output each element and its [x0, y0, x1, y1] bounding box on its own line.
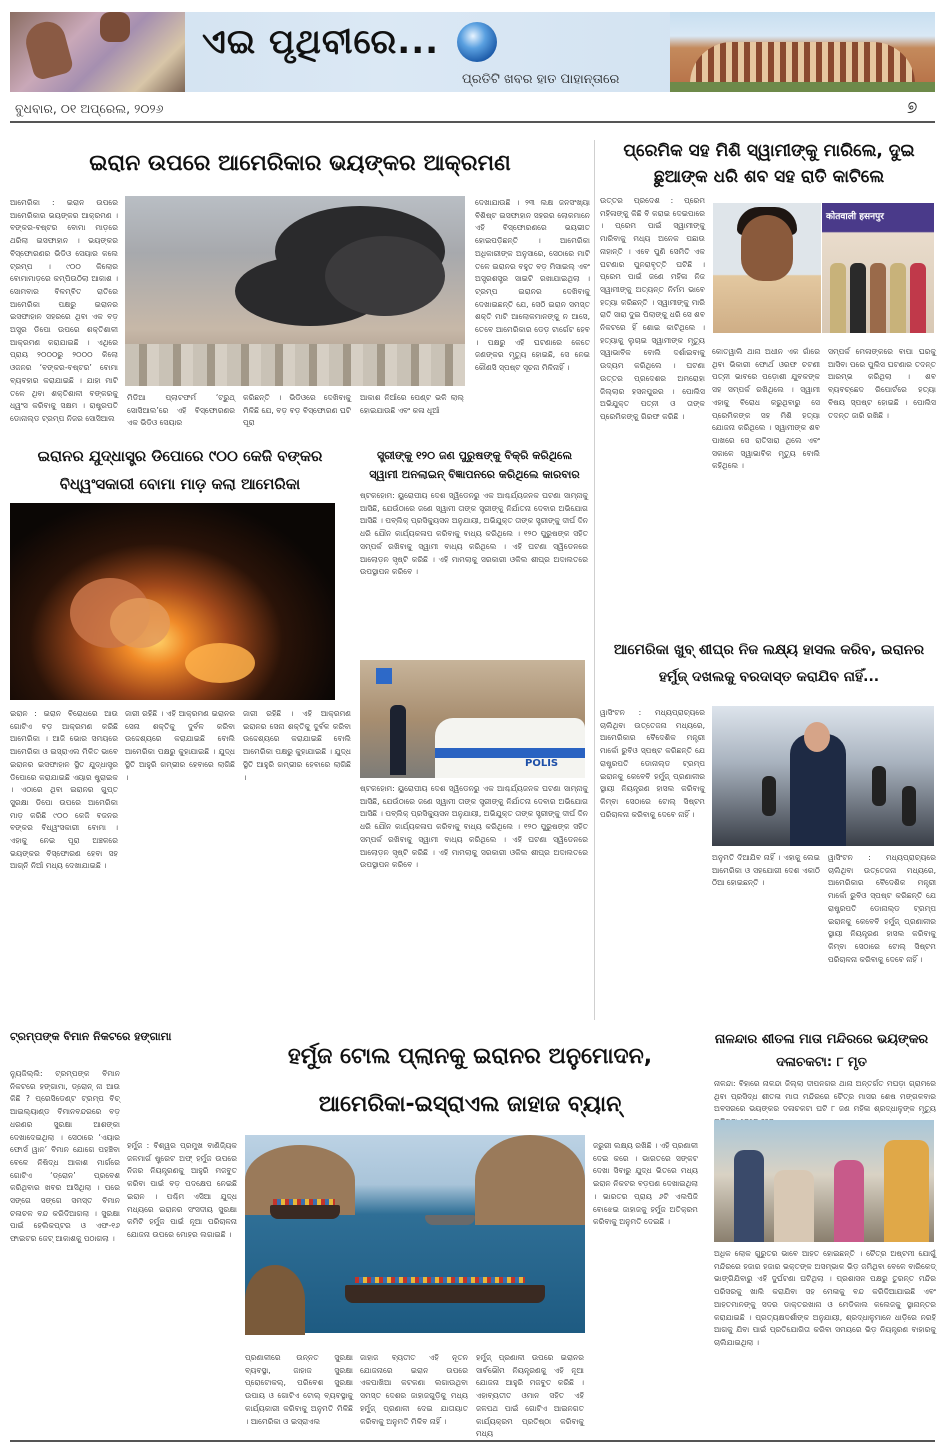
column-divider	[594, 140, 595, 1020]
article-body: କୋତୱାଲି ଥାନା ଅଧୀନ ଏକ ଗାଁରେ ଥିବା ଭିକାରୀ ଫୋର୍ଥ ଓରଫ ଚଟଣୀ ପତ୍ନୀ ଭାବରେ ପଡ଼ୋଶୀ ଯୁବକଙ୍କ ସହ ସମ୍ପର୍କ ରଖିଥିଲେ । ସ୍ୱାମୀ ଏହାକୁ ବିରୋଧ କରୁଥିବାରୁ ସେ ପ୍ରେମିକଙ୍କ ସହ ମିଶି ହତ୍ୟା ଯୋଜନା କରିଥିଲେ । ସ୍ୱାମୀଙ୍କ ଶବ ପାଖରେ ସେ ରାତିସାରା ଥିଲେ ଏବଂ ସକାଳେ ସ୍ୱାଭାବିକ ମୃତ୍ୟୁ ବୋଲି କହିଥିଲେ ।	[712, 347, 820, 471]
article-body: ୱାସିଂଟନ : ମଧ୍ୟପ୍ରାଚ୍ୟରେ ଚାଲିଥିବା ଉତ୍ତେଜନା ମଧ୍ୟରେ, ଆମେରିକାର ବୈଦେଶିକ ମନ୍ତ୍ରୀ ମାର୍କୋ ରୁବିଓ ସ୍ପଷ୍ଟ କରିଛନ୍ତି ଯେ ରାଷ୍ଟ୍ରପତି ଡୋନାଲ୍ଡ ଟ୍ରମ୍ପ ଇରାନକୁ କେବେବି ହର୍ମୁଜ୍ ପ୍ରଣାଳୀର ସ୍ଥାୟୀ ନିୟନ୍ତ୍ରଣ ହାସଲ କରିବାକୁ କିମ୍ବା ସେଠାରେ ଟୋଲ୍ ସିଷ୍ଟମ ପରିଚାଳନା କରିବାକୁ ଦେବେ ନାହିଁ ।	[600, 708, 705, 819]
headline-sweden-wife-sold: ସ୍ତ୍ରୀଙ୍କୁ ୧୨୦ ଜଣ ପୁରୁଷଙ୍କୁ ବିକ୍ରି କରିଥିଲେ ସ୍ୱାମୀ ଅନଲାଇନ୍ ବିଜ୍ଞାପନରେ କରିଥିଲେ କାରବାର	[369, 449, 580, 481]
article-body: ଷ୍ଟକହୋମ: ୟୁରୋପୀୟ ଦେଶ ସ୍ୱିଡେନରୁ ଏକ ଆଶ୍ଚର୍ଯ୍ୟଜନକ ଘଟଣା ସାମ୍ନାକୁ ଆସିଛି, ଯେଉଁଠାରେ ଜଣେ ସ୍ୱାମୀ ତାଙ୍କ ସ୍ତ୍ରୀଙ୍କୁ ନିର୍ଯାତନା ଦେବାର ଅଭିଯୋଗ ଆସିଛି । ପବ୍ଲିକ୍ ପ୍ରସିକ୍ୟୁସନ ଅନୁଯାୟୀ, ଅଭିଯୁକ୍ତ ତାଙ୍କ ସ୍ତ୍ରୀଙ୍କୁ ଦୀର୍ଘ ଦିନ ଧରି ଯୌନ କାର୍ଯ୍ୟକଳାପ କରିବାକୁ ବାଧ୍ୟ କରିଥିଲେ । ୧୨୦ ପୁରୁଷଙ୍କ ସହିତ ସମ୍ପର୍କ ରଖିବାକୁ ସ୍ୱାମୀ ବାଧ୍ୟ କରିଥିଲେ । ଏହି ଘଟଣା ସ୍ୱିଡେନରେ ଆଲୋଡ଼ନ ସୃଷ୍ଟି କରିଛି । ଏହି ମାମଲାକୁ ସରକାରୀ ଓକିଲ ଶୀଘ୍ର ଅଦାଲତରେ ଉପସ୍ଥାପନ କରିବେ ।	[360, 784, 588, 870]
headline-line-1: ହର୍ମୁଜ ଟୋଲ ପ୍ଲାନକୁ ଇରାନର ଅନୁମୋଦନ,	[287, 1044, 653, 1069]
article-body: ନ୍ୟୁଜିଲ୍ଲି: ଟ୍ରମ୍ପଙ୍କ ବିମାନ ନିକଟରେ ହଙ୍ଗାମା, ଡ୍ରୋନ୍ ନା ଆଉ କିଛି ? ପ୍ରେସିଡେଣ୍ଟ ଟ୍ରମ୍ପ ବିଚ୍ ଆଇଲ୍ୟାଣ୍ଡ ବିମାନବନ୍ଦରରେ ବଡ଼ ଧରଣର ସୁରକ୍ଷା ଆଶଙ୍କା ଦେଖାଦେଇଥିଲା । ସେଠାରେ ‘ଏୟାର ଫୋର୍ସ ୱାନ’ ବିମାନ ଯୋଗେ ପହଞ୍ଚିବା ବେଳେ ନିଷିଦ୍ଧ ଆକାଶ ମାର୍ଗରେ ଗୋଟିଏ ‘ଡ୍ରୋନ’ ପ୍ରବେଶ କରିଥିବାର ଖବର ଆସିଥିଲା । ପରେ ସଙ୍ଗେ ସଙ୍ଗେ ସମସ୍ତ ବିମାନ ଚଳାଚଳ ବନ୍ଦ କରିଦିଆଗଲା । ସୁରକ୍ଷା ପାଇଁ ହେଲିକପ୍ଟର ଓ ଏଫ-୧୬ ଫାଇଟର ଜେଟ୍ ଆକାଶକୁ ପଠାଗଲା ।	[10, 1069, 120, 1244]
article-body: ଅଧିକ ଲୋକ ଗୁରୁତର ଭାବେ ଆହତ ହୋଇଛନ୍ତି । ଚୈତ୍ର ଅଷ୍ଟମୀ ଯୋଗୁଁ ମନ୍ଦିରରେ ହଜାର ହଜାର ଭକ୍ତଙ୍କ ଅସମ୍ଭାଳ ଭିଡ଼ ଜମିଥିବା ବେଳେ ବାରିକେଡ୍ ଭାଙ୍ଗିଯିବାରୁ ଏହି ଦୁର୍ଘଟଣା ଘଟିଥିଲା । ପ୍ରଶାସନ ପକ୍ଷରୁ ତୁରନ୍ତ ମନ୍ଦିର ପରିସରକୁ ଖାଲି କରାଯିବା ସହ ମେଳାକୁ ବନ୍ଦ କରିଦିଆଯାଇଛି ଏବଂ ଆହତମାନଙ୍କୁ ସଦର ଡାକ୍ତରଖାନା ଓ ମେଡିକାଲ କଲେଜକୁ ସ୍ଥାନାନ୍ତର କରାଯାଇଛି । ପ୍ରତ୍ୟକ୍ଷଦର୍ଶୀଙ୍କ ଅନୁଯାୟୀ, ଶ୍ରଦ୍ଧାଳୁମାନେ ଧାଡ଼ିରେ ନରହି ଆଗକୁ ଯିବା ପାଇଁ ପ୍ରତିଯୋଗିତା କରିବା ସମୟରେ ଭିଡ଼ ନିୟନ୍ତ୍ରଣ ବାହାରକୁ ଚାଲିଯାଇଥିଲା ।	[714, 1249, 936, 1347]
article-body: ନାଳନ୍ଦା: ବିହାରେ ନାଳନ୍ଦା ଜିଲ୍ଲା ଦୀପନଗର ଥାନା ଅନ୍ତର୍ଗତ ମଘଡ଼ା ଗ୍ରାମରେ ଥିବା ପ୍ରସିଦ୍ଧ ଶୀତଳା ମାତା ମନ୍ଦିରରେ ଚୈତ୍ର ମାସର ଶେଷ ମଙ୍ଗଳବାର ଅବସରରେ ଭୟଙ୍କର ଦଳାଚକଟା ଘଟି ୮ ଜଣ ମହିଳା ଶ୍ରଦ୍ଧାଳୁଙ୍କ ମୃତ୍ୟୁ	[714, 1079, 936, 1114]
police-car-label: POLIS	[525, 758, 559, 769]
dateline: ବୁଧବାର, ୦୧ ଅପ୍ରେଲ, ୨୦୨୬	[15, 101, 164, 116]
headline-nalanda-stampede: ନାଳନ୍ଦାର ଶୀତଳା ମାତା ମନ୍ଦିରରେ ଭୟଙ୍କର ଦଳାଚକଟା: ୮ ମୃତ	[714, 1032, 929, 1070]
headline-us-hormuz: ଆମେରିକା ଖୁବ୍ ଶୀଘ୍ର ନିଜ ଲକ୍ଷ୍ୟ ହାସଲ କରିବ, ଇରାନର ହର୍ମୁଜ୍ ଦଖଲକୁ ବରଦାସ୍ତ କରାଯିବ ନାହିଁ...	[613, 642, 925, 685]
footer-rule	[10, 1440, 935, 1442]
masthead-banner	[10, 12, 935, 92]
headline-isfahan-bunker-bomb: ଇରାନର ଯୁଦ୍ଧାସ୍ତ୍ର ଡିପୋରେ ୯୦୦ କେଜି ବଙ୍କର ବିଧ୍ୱଂସକାରୀ ବୋମା ମାଡ଼ କଲା ଆମେରିକା	[37, 447, 323, 493]
globe-icon	[457, 22, 497, 62]
article-body: ଜାରୀ ରହିଛି । ଏହି ଆକ୍ରମଣ ଇରାନର ସେନା ଶକ୍ତିକୁ ଦୁର୍ବଳ କରିବା ଉଦ୍ଦେଶ୍ୟରେ କରାଯାଇଛି ବୋଲି ଆମେରିକା ପକ୍ଷରୁ କୁହାଯାଇଛି । ଯୁଦ୍ଧ ସ୍ଥିତି ଆହୁରି ଗମ୍ଭୀର ହେବାରେ ଲାଗିଛି ।	[243, 709, 351, 782]
article-body: ଆମେରିକା : ଇରାନ ଉପରେ ଆମେରିକାର ଭୟଙ୍କର ଆକ୍ରମଣ । ବଙ୍କର-ବଷ୍ଟର ବୋମା ମାଡ଼ରେ ଥରିଲା ଇସଫାହାନ । ଭୟଙ୍କର ବିସ୍ଫୋରଣର ଭିଡିଓ ସେୟାର କଲେ ଟ୍ରମ୍ପ । ୯୦୦ କିଲୋର ବୋମାମାଡ଼ରେ କମ୍ପିଉଠିଲା ଆକାଶ । ସୋମବାର ବିଳମ୍ବିତ ରାତିରେ ଆମେରିକା ପକ୍ଷରୁ ଇରାନର ଇସଫାହାନ ସହରରେ ଥିବା ଏକ ବଡ଼ ଅସ୍ତ୍ର ଡିପୋ ଉପରେ ଶକ୍ତିଶାଳୀ ଆକ୍ରମଣ କରାଯାଇଛି । ଏଥିରେ ପ୍ରାୟ ୨୦୦୦ରୁ ୨୦୦୦ କିଲୋ ଓଜନର ‘ବଙ୍କର-ବଷ୍ଟର’ ବୋମା ବ୍ୟବହାର କରାଯାଇଛି । ଯାହା ମାଟି ତଳେ ଥିବା ଶକ୍ତିଶାଳୀ ବଙ୍କରକୁ ଧ୍ୱଂସ କରିବାକୁ ସକ୍ଷମ । ରାଷ୍ଟ୍ରପତି ଡୋନାଲ୍ଡ ଟ୍ରମ୍ପ ନିଜର ସୋସିଆଲ	[10, 198, 118, 423]
explosion-photo	[10, 503, 335, 700]
article-body: ହର୍ମୁଜ : ବିଶ୍ୱର ପ୍ରମୁଖ ବାଣିଜ୍ୟିକ ଜଳମାର୍ଗ ଷ୍ଟ୍ରେଟ ଅଫ୍ ହର୍ମୁଜ ଉପରେ ନିଜର ନିୟନ୍ତ୍ରଣକୁ ଆହୁରି ମଜବୁତ କରିବା ପାଇଁ ବଡ଼ ପଦକ୍ଷେପ ନେଇଛି ଇରାନ । ପଶ୍ଚିମ ଏସିଆ ଯୁଦ୍ଧ ମଧ୍ୟରେ ଇରାନର ସଂସଦୀୟ ସୁରକ୍ଷା କମିଟି ହର୍ମୁଜ ପାଇଁ ନୂଆ ପରିଚାଳନା ଯୋଜନା ଉପରେ ମୋହର ଲଗାଇଛି ।	[127, 1141, 237, 1239]
rubio-press-photo	[712, 706, 934, 846]
article-body: ଜାରୀ ରହିଛି । ଏହି ଆକ୍ରମଣ ଇରାନର ସେନା ଶକ୍ତିକୁ ଦୁର୍ବଳ କରିବା ଉଦ୍ଦେଶ୍ୟରେ କରାଯାଇଛି ବୋଲି ଆମେରିକା ପକ୍ଷରୁ କୁହାଯାଇଛି । ଯୁଦ୍ଧ ସ୍ଥିତି ଆହୁରି ଗମ୍ଭୀର ହେବାରେ ଲାଗିଛି ।	[125, 709, 235, 782]
currency-notes-photo	[10, 12, 185, 92]
headline-lover-killed-husband: ପ୍ରେମିକ ସହ ମିଶି ସ୍ୱାମୀଙ୍କୁ ମାରିଲେ, ଦୁଇ ଛୁଆଙ୍କ ଧରି ଶବ ସହ ରାତି କାଟିଲେ	[623, 141, 915, 187]
article-body: ପ୍ରଣାଳୀରେ ଉନ୍ନତ ସୁରକ୍ଷା ବ୍ୟବସ୍ଥା, ଜାହାଜ ସୁରକ୍ଷା ପ୍ରୋଟୋକଲ୍, ପରିବେଶ ସୁରକ୍ଷା ଉପାୟ ଓ ଗୋଟିଏ ଟୋଲ୍ ବ୍ୟବସ୍ଥାକୁ କାର୍ଯ୍ୟକାରୀ କରିବାକୁ ଅନୁମତି ମିଳିଛି । ଆମେରିକା ଓ ଇସ୍ରାଏଲ	[245, 1353, 353, 1426]
article-body: ୱାସିଂଟନ : ମଧ୍ୟପ୍ରାଚ୍ୟରେ ଚାଲିଥିବା ଉତ୍ତେଜନା ମଧ୍ୟରେ, ଆମେରିକାର ବୈଦେଶିକ ମନ୍ତ୍ରୀ ମାର୍କୋ ରୁବିଓ ସ୍ପଷ୍ଟ କରିଛନ୍ତି ଯେ ରାଷ୍ଟ୍ରପତି ଡୋନାଲ୍ଡ ଟ୍ରମ୍ପ ଇରାନକୁ କେବେବି ହର୍ମୁଜ୍ ପ୍ରଣାଳୀର ସ୍ଥାୟୀ ନିୟନ୍ତ୍ରଣ ହାସଲ କରିବାକୁ କିମ୍ବା ସେଠାରେ ଟୋଲ୍ ସିଷ୍ଟମ ପରିଚାଳନା କରିବାକୁ ଦେବେ ନାହିଁ ।	[828, 853, 936, 964]
article-body: ଇରାନ : ଇରାନ ବିରୋଧରେ ଆଉ ଗୋଟିଏ ବଡ଼ ଆକ୍ରମଣ କରିଛି ଆମେରିକା । ଆଜି ଭୋର ସମୟରେ ଆମେରିକା ଓ ଇସ୍ରାଏଲ ମିଳିତ ଭାବେ ଇରାନର ଇସଫାହାନ ସ୍ଥିତ ଯୁଦ୍ଧାସ୍ତ୍ର ଡିପୋରେ କରାଯାଇଛି ଏୟାର ଷ୍ଟ୍ରାଇକ । ଏଠାରେ ଥିବା ଇରାନର ଗୁପ୍ତ ସୁରକ୍ଷା ଡିପୋ ଉପରେ ଆମେରିକା ମାଡ଼ କରିଛି ୯୦୦ କେଜି ବଜନର ବଙ୍କର ବିଧ୍ୱଂସକାରୀ ବୋମା । ଏହାକୁ ନେଇ ପୂରା ଅଞ୍ଚଳରେ ଭୟଙ୍କର ବିସ୍ଫୋରଣ ହେବା ସହ ଆଗ୍ନି ନିଆଁ ମଧ୍ୟ ଦେଖାଯାଇଛି ।	[10, 709, 118, 871]
page-number: ୭	[907, 98, 918, 118]
article-body: ଆକାଶ ନିଆଁରେ ପେଣ୍ଟ ଭଳି ଲାଲ୍ ହୋଇଯାଉଛି ଏବଂ କଳା ଧୂଆଁ	[360, 393, 464, 415]
section-title: ଏଇ ପୃଥିବୀରେ...	[202, 22, 440, 62]
hormuz-ships-photo	[245, 1135, 585, 1333]
article-body: ମିଡିଆ ପ୍ଲାଟଫର୍ମ ‘ଟ୍ରୁଥ୍ ସୋସିଆଲ’ରେ ଏହି ବିସ୍ଫୋରଣର ଏକ ଭିଡିଓ ସେୟାର	[127, 393, 235, 428]
isfahan-smoke-photo	[125, 196, 465, 386]
parliament-photo	[670, 12, 935, 92]
headline-line-2: ଆମେରିକା-ଇସ୍ରାଏଲ ଜାହାଜ ବ୍ୟାନ୍	[318, 1092, 622, 1117]
header-rule	[10, 121, 935, 123]
article-body: ସମ୍ପର୍କ ମେଳାଙ୍କରେ ବାପା ଘରକୁ ଆସିବା ପରେ ପୁଲିସ ଘଟଣାର ତଦନ୍ତ ଆରମ୍ଭ କରିଥିଲା । ଶବ ବ୍ୟବଚ୍ଛେଦ ରିପୋର୍ଟରେ ହତ୍ୟା ବିଷୟ ସ୍ପଷ୍ଟ ହୋଇଛି । ପୋଲିସ ତଦନ୍ତ ଜାରି ରଖିଛି ।	[828, 347, 936, 420]
article-body: ଷ୍ଟକହୋମ: ୟୁରୋପୀୟ ଦେଶ ସ୍ୱିଡେନରୁ ଏକ ଆଶ୍ଚର୍ଯ୍ୟଜନକ ଘଟଣା ସାମ୍ନାକୁ ଆସିଛି, ଯେଉଁଠାରେ ଜଣେ ସ୍ୱାମୀ ତାଙ୍କ ସ୍ତ୍ରୀଙ୍କୁ ନିର୍ଯାତନା ଦେବାର ଅଭିଯୋଗ ଆସିଛି । ପବ୍ଲିକ୍ ପ୍ରସିକ୍ୟୁସନ ଅନୁଯାୟୀ, ଅଭିଯୁକ୍ତ ତାଙ୍କ ସ୍ତ୍ରୀଙ୍କୁ ଦୀର୍ଘ ଦିନ ଧରି ଯୌନ କାର୍ଯ୍ୟକଳାପ କରିବାକୁ ବାଧ୍ୟ କରିଥିଲେ । ୧୨୦ ପୁରୁଷଙ୍କ ସହିତ ସମ୍ପର୍କ ରଖିବାକୁ ସ୍ୱାମୀ ବାଧ୍ୟ କରିଥିଲେ । ଏହି ଘଟଣା ସ୍ୱିଡେନରେ ଆଲୋଡ଼ନ ସୃଷ୍ଟି କରିଛି । ଏହି ମାମଲାକୁ ସରକାରୀ ଓକିଲ ଶୀଘ୍ର ଅଦାଲତରେ ଉପସ୍ଥାପନ କରିବେ ।	[360, 491, 588, 577]
article-body: ଦେଖାଯାଉଛି । ୨୩ ଲକ୍ଷ ଜନସଂଖ୍ୟା ବିଶିଷ୍ଟ ଇସଫାହାନ ସହରର ଲୋକମାନେ ଏହି ବିସ୍ଫୋରଣରେ ଭୟଭୀତ ହୋଇପଡ଼ିଛନ୍ତି । ଆମେରିକା ଅଧିକାରୀଙ୍କ ଅନୁସାରେ, ସେଠାରେ ମାଟି ତଳେ ଇରାନର ବହୁତ ବଡ଼ ମିସାଇଲ୍ ଏବଂ ଅସ୍ତ୍ରଶସ୍ତ୍ର ସାଇଟି ରଖାଯାଇଥିଲା । ଟ୍ରମ୍ପ ଇରାନର ଦେଖିବାକୁ ଦେଖାଇଛନ୍ତି ଯେ, ସେଠି ଇରାନ ସମସ୍ତ ଶକ୍ତି ମାଟି ଆଲୋକମାନଙ୍କୁ ନ ଆସେ, ତେବେ ଆମେରିକାର ଡେଡ଼ ଟାର୍ଗେଟ ହେବ । ପକ୍ଷରୁ ଏହି ଘଟଣାରେ କେତେ ଜଣଙ୍କର ମୃତ୍ୟୁ ହୋଇଛି, ସେ ନେଇ କୌଣସି ସ୍ପଷ୍ଟ ସୂଚନା ମିଳିନାହିଁ ।	[475, 198, 590, 373]
police-station-photo	[822, 203, 934, 333]
station-sign-text: कोतवाली हसनपुर	[826, 212, 884, 222]
accused-man-photo	[713, 203, 821, 333]
headline-trump-plane-alert: ଟ୍ରମ୍ପଙ୍କ ବିମାନ ନିକଟରେ ହଙ୍ଗାମା	[10, 1030, 172, 1043]
article-body: ହର୍ମୁଜ୍ ପ୍ରଣାଳୀ ଉପରେ ଇରାନର ସାର୍ବଭୌମ ନିୟନ୍ତ୍ରଣକୁ ଏହି ନୂଆ ଯୋଜନା ଆହୁରି ମଜବୁତ କରିଛି । ଏହାବ୍ୟତୀତ ଓମାନ ସହିତ ଏହି ଜଳପଥ ପାଇଁ ଗୋଟିଏ ଆଇନଗତ କାର୍ଯ୍ୟକ୍ରମ ପ୍ରତିଷ୍ଠା କରିବାକୁ ମଧ୍ୟ	[476, 1353, 584, 1439]
article-body: ଉତ୍ତର ପ୍ରଦେଶ : ପ୍ରେମ ମହିଳାଙ୍କୁ କିଛି ବି କରାଇ ଦେଇପାରେ । ପ୍ରେମ ପାଇଁ ସ୍ୱାମୀଙ୍କୁ ମାରିବାକୁ ମଧ୍ୟ ଅନେକ ପଛାଉ ନାହାନ୍ତି । ଏବେ ପୁଣି ସେମିତି ଏକ ଘଟଣାର ପୁନରାବୃତ୍ତି ଘଟିଛି । ପ୍ରେମ ପାଇଁ ଜଣେ ମହିଳା ନିଜ ସ୍ୱାମୀଙ୍କୁ ଅତ୍ୟନ୍ତ ନିର୍ମମ ଭାବେ ହତ୍ୟା କରିଛନ୍ତି । ସ୍ୱାମୀଙ୍କୁ ମାରି ରାତି ସାରା ଦୁଇ ପିଲାଙ୍କୁ ଧରି ସେ ଶବ ନିକଟରେ ହିଁ ଶୋଇ କାଟିଥିଲେ । ହତ୍ୟାକୁ ଲୁଚାଇ ସ୍ୱାମୀଙ୍କ ମୃତ୍ୟୁ ସ୍ୱାଭାବିକ ବୋଲି ଦର୍ଶାଇବାକୁ ଉଦ୍ୟମ କରିଥିଲେ । ଘଟଣା ଉତ୍ତର ପ୍ରଦେଶର ଅମରୋହା ଜିଲ୍ଲାର ହସନପୁରର । ପୋଲିସ ଅଭିଯୁକ୍ତ ପତ୍ନୀ ଓ ତାଙ୍କ ପ୍ରେମିକଙ୍କୁ ଗିରଫ କରିଛି ।	[600, 196, 705, 421]
headline-us-attack-iran: ଇରାନ ଉପରେ ଆମେରିକାର ଭୟଙ୍କର ଆକ୍ରମଣ	[89, 151, 511, 176]
article-body: କରିଛନ୍ତି । ଭିଡିଓରେ ଦେଖିବାକୁ ମିଳିଛି ଯେ, ବଡ଼ ବଡ଼ ବିସ୍ଫୋରଣ ଘଟି ପୂରା	[243, 393, 351, 428]
article-body: ଜାହାଜ ବ୍ୟତୀତ ଏହି ନୂତନ ଯୋଜନାରେ ଇରାନ ଉପରେ ଏକପାଖିଆ କଟକଣା ଲଗାଉଥିବା ସମସ୍ତ ଦେଶର ଜାହାଜଗୁଡ଼ିକୁ ମଧ୍ୟ ହର୍ମୁଜ୍ ପ୍ରଣାଳୀ ଦେଇ ଯାତାୟାତ କରିବାକୁ ଅନୁମତି ମିଳିବ ନାହିଁ ।	[360, 1353, 468, 1426]
headline-iran-hormuz-toll	[245, 1033, 695, 1129]
article-body: ଅନୁମତି ଦିଆଯିବ ନାହିଁ । ଏହାକୁ ଲେଇ ଆମେରିକା ଓ ସହଯୋଗୀ ଦେଶ ଏକାଠି ଠିଆ ହୋଇଛନ୍ତି ।	[712, 853, 820, 888]
police-car-photo	[360, 660, 585, 778]
stampede-injured-photo	[714, 1120, 934, 1242]
section-tagline: ପ୍ରତିଟି ଖବର ହାତ ପାହାନ୍ତାରେ	[462, 72, 620, 87]
article-body: ଜରୁରୀ ଲକ୍ଷ୍ୟ ରଖିଛି । ଏହି ପ୍ରଣାଳୀ ଦେଇ କରେ । ଭାରତରେ ସଙ୍କଟ ଦେଖା ସିବାରୁ ଯୁଦ୍ଧ ଭିତରେ ମଧ୍ୟ ଇରାନ ନିକଟର ବଡ଼ପଣ ଦେଖାଇଥିଲା । ଭାରତର ପ୍ରାୟ ୬ଟି ଏଲପିଜି ବୋଝେଇ ଜାହାଜକୁ ହର୍ମୁଜ ଅତିକ୍ରମ କରିବାକୁ ଅନୁମତି ଦେଇଛି ।	[593, 1141, 698, 1227]
